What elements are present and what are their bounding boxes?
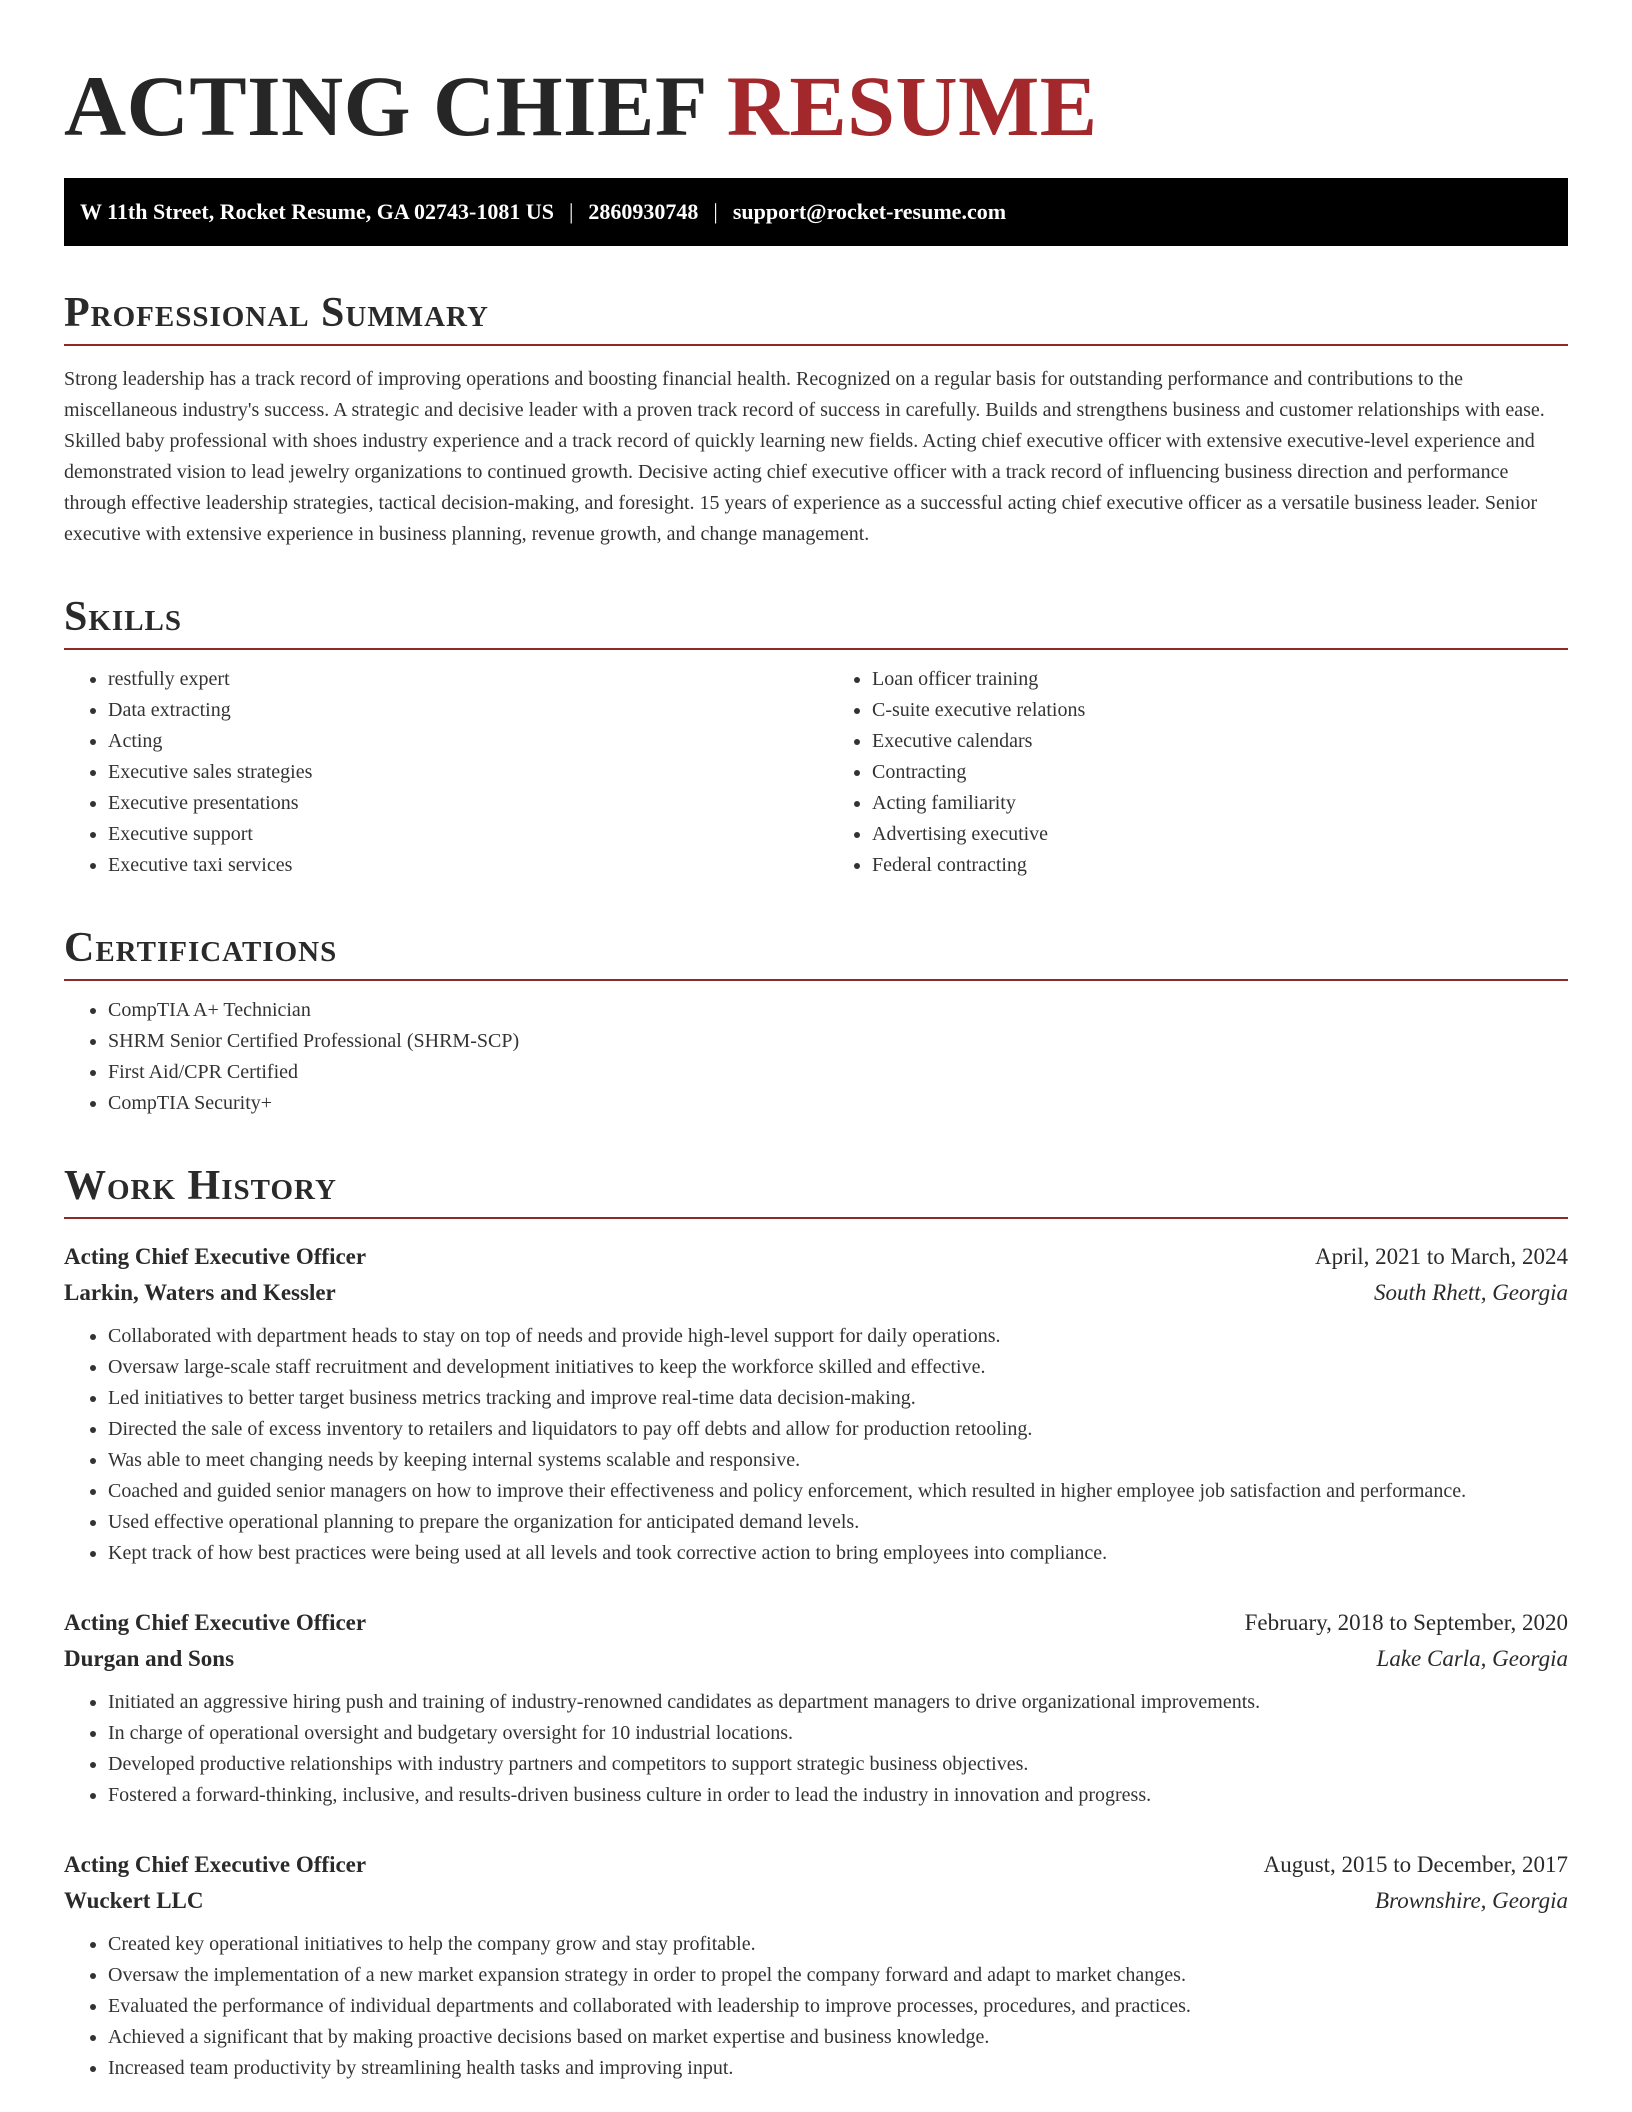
job-bullet: • Achieved a significant that by making proactive decisions based on market expertise and business knowledge. — [108, 2022, 1568, 2053]
job-bullet: • Initiated an aggressive hiring push and training of industry-renowned candidates as department managers to drive organizational improvements. — [108, 1687, 1568, 1718]
skill-item: • Executive sales strategies — [108, 757, 804, 788]
job-bullet: • Was able to meet changing needs by keeping internal systems scalable and responsive. — [108, 1445, 1568, 1476]
job-bullet: • Directed the sale of excess inventory to retailers and liquidators to pay off debts and allow for production retooling. — [108, 1414, 1568, 1445]
job-bullet: • Evaluated the performance of individual departments and collaborated with leadership to improve processes, procedures, and practices. — [108, 1991, 1568, 2022]
job-header-row — [64, 1605, 1568, 1641]
job-dates: April, 2021 to March, 2024 — [1315, 1244, 1568, 1269]
summary-heading: Professional Summary — [64, 290, 1568, 346]
job-subheader-row — [64, 1275, 1568, 1311]
job-bullet: • In charge of operational oversight and budgetary oversight for 10 industrial locations. — [108, 1718, 1568, 1749]
job-dates: August, 2015 to December, 2017 — [1263, 1852, 1568, 1877]
skill-item: • Advertising executive — [872, 819, 1568, 850]
skill-item: • Executive calendars — [872, 726, 1568, 757]
contact-separator: | — [569, 199, 574, 224]
skills-section — [64, 594, 1568, 881]
certifications-list — [64, 995, 1568, 1119]
skill-item: • Federal contracting — [872, 850, 1568, 881]
job-bullet: • Collaborated with department heads to stay on top of needs and provide high-level support for daily operations. — [108, 1321, 1568, 1352]
contact-bar — [64, 178, 1568, 246]
job-subheader-row — [64, 1883, 1568, 1919]
job-entry — [64, 1605, 1568, 1811]
job-header-row — [64, 1239, 1568, 1275]
job-title: Acting Chief Executive Officer — [64, 1244, 367, 1269]
job-bullet: • Used effective operational planning to prepare the organization for anticipated demand levels. — [108, 1507, 1568, 1538]
skills-heading: Skills — [64, 594, 1568, 650]
skill-item: • Acting familiarity — [872, 788, 1568, 819]
skill-item: • restfully expert — [108, 664, 804, 695]
skill-item: • Data extracting — [108, 695, 804, 726]
skills-list-right — [828, 664, 1568, 881]
skill-item: • C-suite executive relations — [872, 695, 1568, 726]
job-bullets — [64, 1687, 1568, 1811]
certification-item: • SHRM Senior Certified Professional (SHRM-SCP) — [108, 1026, 1568, 1057]
certification-item: • CompTIA A+ Technician — [108, 995, 1568, 1026]
job-location: Lake Carla, Georgia — [1376, 1646, 1568, 1671]
title-accent: RESUME — [726, 58, 1098, 154]
skill-item: • Executive presentations — [108, 788, 804, 819]
job-bullet: • Oversaw the implementation of a new market expansion strategy in order to propel the company forward and adapt to market changes. — [108, 1960, 1568, 1991]
summary-section — [64, 290, 1568, 550]
certification-item: • CompTIA Security+ — [108, 1088, 1568, 1119]
job-bullet: • Developed productive relationships with industry partners and competitors to support strategic business objectives. — [108, 1749, 1568, 1780]
jobs-container — [64, 1239, 1568, 2084]
job-bullet: • Coached and guided senior managers on how to improve their effectiveness and policy enforcement, which resulted in higher employee job satisfaction and performance. — [108, 1476, 1568, 1507]
job-bullets — [64, 1929, 1568, 2084]
skill-item: • Acting — [108, 726, 804, 757]
skill-item: • Executive support — [108, 819, 804, 850]
job-company: Durgan and Sons — [64, 1646, 235, 1671]
work-history-section — [64, 1163, 1568, 2084]
certifications-heading: Certifications — [64, 925, 1568, 981]
certification-item: • First Aid/CPR Certified — [108, 1057, 1568, 1088]
job-bullet: • Increased team productivity by streamlining health tasks and improving input. — [108, 2053, 1568, 2084]
job-bullet: • Fostered a forward-thinking, inclusive, and results-driven business culture in order to lead the industry in innovation and progress. — [108, 1780, 1568, 1811]
job-header-row — [64, 1847, 1568, 1883]
skills-grid — [64, 650, 1568, 881]
job-title: Acting Chief Executive Officer — [64, 1610, 367, 1635]
contact-separator: | — [713, 199, 718, 224]
job-bullets — [64, 1321, 1568, 1569]
job-location: Brownshire, Georgia — [1375, 1888, 1568, 1913]
contact-phone: 2860930748 — [588, 199, 699, 224]
job-entry — [64, 1847, 1568, 2084]
skill-item: • Loan officer training — [872, 664, 1568, 695]
skill-item: • Contracting — [872, 757, 1568, 788]
skill-item: • Executive taxi services — [108, 850, 804, 881]
job-company: Wuckert LLC — [64, 1888, 204, 1913]
summary-text: Strong leadership has a track record of improving operations and boosting financial health. Recognized on a regular basis for outstanding performance and contributions to the miscellaneous industry's success. A strategic and decisive leader with a proven track record of success in carefully. Builds and strengthens business and customer relationships with ease. Skilled baby professional with shoes industry experience and a track record of quickly learning new fields. Acting chief executive officer with extensive executive-level experience and demonstrated vision to lead jewelry organizations to continued growth. Decisive acting chief executive officer with a track record of influencing business direction and performance through effective leadership strategies, tactical decision-making, and foresight. 15 years of experience as a successful acting chief executive officer as a versatile business leader. Senior executive with extensive experience in business planning, revenue growth, and change management. — [64, 368, 1545, 545]
job-title: Acting Chief Executive Officer — [64, 1852, 367, 1877]
job-entry — [64, 1239, 1568, 1569]
title-main: ACTING CHIEF — [64, 58, 705, 154]
contact-email: support@rocket-resume.com — [732, 199, 1007, 224]
skills-list-left — [64, 664, 804, 881]
work-history-heading: Work History — [64, 1163, 1568, 1219]
certifications-section — [64, 925, 1568, 1119]
job-location: South Rhett, Georgia — [1374, 1280, 1568, 1305]
contact-address: W 11th Street, Rocket Resume, GA 02743-1081 US — [80, 199, 554, 224]
job-bullet: • Oversaw large-scale staff recruitment and development initiatives to keep the workforce skilled and effective. — [108, 1352, 1568, 1383]
job-bullet: • Created key operational initiatives to help the company grow and stay profitable. — [108, 1929, 1568, 1960]
job-bullet: • Led initiatives to better target business metrics tracking and improve real-time data decision-making. — [108, 1383, 1568, 1414]
job-dates: February, 2018 to September, 2020 — [1244, 1610, 1568, 1635]
job-company: Larkin, Waters and Kessler — [64, 1280, 336, 1305]
job-bullet: • Kept track of how best practices were being used at all levels and took corrective action to bring employees into compliance. — [108, 1538, 1568, 1569]
job-subheader-row — [64, 1641, 1568, 1677]
resume-title — [64, 60, 1568, 152]
